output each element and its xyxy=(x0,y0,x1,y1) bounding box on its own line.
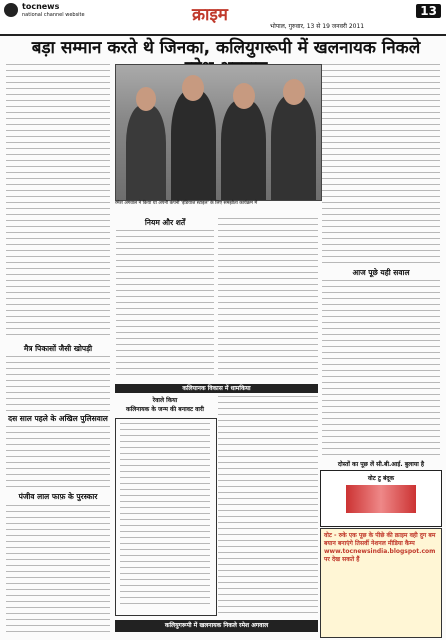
issue-date: भोपाल, गुरुवार, 13 से 19 जनवरी 2011 xyxy=(270,23,365,30)
rules-text xyxy=(116,230,214,380)
rules-title: नियम और शर्तें xyxy=(144,218,186,227)
site-name: tocnews xyxy=(22,2,60,11)
sub-head-1: रेवाले किया xyxy=(152,397,178,404)
promo-text: वोट - रुके एक पूछ के पीछे की क्राइम वही दुग बम बयान बनाएंगे तिसर्वी नेशनल मीडिया कैम्प www.tocnewsindia.blogspot.com पर देख सकते हैं xyxy=(324,532,436,563)
left-box2-title: दस साल पहले के अखिल पुलिसवाल xyxy=(8,414,108,423)
page-number: 13 xyxy=(416,4,441,18)
advertisement[interactable] xyxy=(320,470,442,527)
left-box3-text xyxy=(6,505,110,633)
vivad-banner: कलियानक विकास में धामकिया xyxy=(115,384,318,393)
ad-image xyxy=(346,485,416,513)
ad-title: वोट टु बंदूक xyxy=(367,475,395,482)
masthead xyxy=(0,0,446,36)
right-box: दोस्तों का पूछ लें सी.बी.आई. बुलाया है xyxy=(337,461,425,468)
photo-caption: रमेश अगवाल ने किया था अपनी कंपनी 'इंडियाज स्टाइल' के लिए समझौता कार्यक्रम में xyxy=(115,201,258,206)
site-subtitle: national channel website xyxy=(22,12,85,18)
right-mid-title: आज पूछे यही सवाल xyxy=(352,268,410,277)
sub-head-2: कलिनायक के जन्म की बनावट वारी xyxy=(126,406,204,413)
center-right-text xyxy=(218,218,318,378)
left-column-text xyxy=(6,64,110,339)
info-box xyxy=(115,418,217,616)
center-bottom-text xyxy=(218,396,318,614)
left-box1-title: मैत्र पिकासों जैसी खोपड़ी xyxy=(23,344,93,353)
left-box3-title: पंजीव लाल फाफ़ के पुरस्कार xyxy=(18,492,98,501)
logo-icon xyxy=(4,3,18,17)
bottom-banner: कलियुगरूपी में खलनायक निकले रमेश अगवाल xyxy=(115,620,318,632)
right-column-text xyxy=(322,64,440,264)
promo-box[interactable] xyxy=(320,528,442,638)
left-box1-text xyxy=(6,356,110,411)
brand-title: क्राइम xyxy=(192,5,228,25)
news-photo xyxy=(115,64,322,201)
left-box2-text xyxy=(6,426,110,488)
right-mid-text xyxy=(322,280,440,460)
main-headline: बड़ा सम्मान करते थे जिनका, कलियुगरूपी में खलनायक निकले xyxy=(31,38,421,58)
